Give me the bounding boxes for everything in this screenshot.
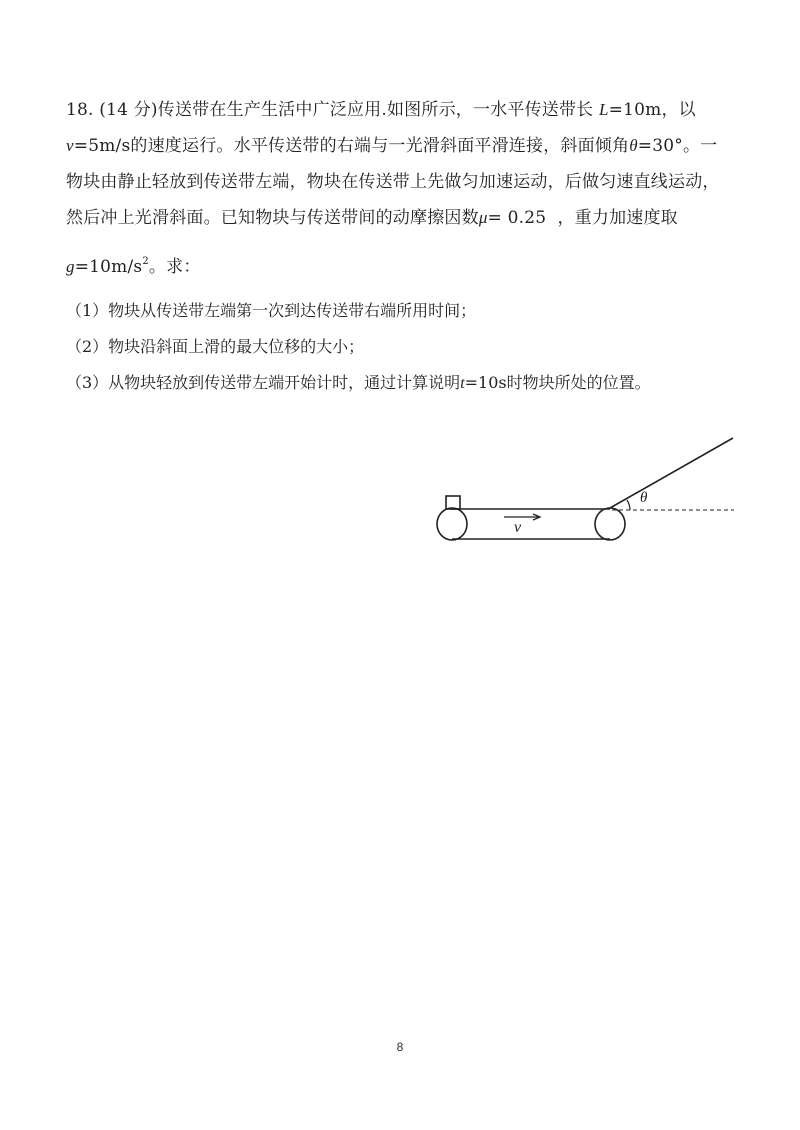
value-mu: = 0.25 — [487, 208, 547, 228]
problem-text-1: 传送带在生产生活中广泛应用.如图所示，一水平传送带长 — [157, 100, 594, 120]
symbol-theta: θ — [629, 136, 638, 155]
question-3-text: （3）从物块轻放到传送带左端开始计时，通过计算说明 — [66, 373, 461, 392]
symbol-t: t — [460, 375, 465, 392]
symbol-mu: μ — [478, 208, 488, 227]
problem-text-2-end: 。一 — [682, 136, 718, 156]
value-t: =10s — [464, 373, 507, 392]
question-2: （2）物块沿斜面上滑的最大位移的大小； — [66, 337, 365, 356]
symbol-L: L — [598, 100, 609, 119]
problem-text-2: 的速度运行。水平传送带的右端与一光滑斜面平滑连接，斜面倾角 — [130, 136, 630, 156]
value-theta: =30° — [637, 136, 683, 156]
problem-number: 18. — [66, 100, 94, 120]
problem-text-5-end: 。求： — [148, 257, 201, 277]
symbol-v: v — [66, 136, 74, 155]
problem-line-5 — [66, 244, 734, 285]
problem-line-4 — [66, 200, 734, 236]
velocity-label: v — [514, 519, 522, 536]
symbol-g: g — [66, 257, 75, 276]
problem-text-4-end: ，重力加速度取 — [557, 208, 678, 228]
value-v: =5m/s — [73, 136, 131, 156]
block — [446, 496, 460, 509]
exponent-g: 2 — [142, 256, 149, 267]
angle-label: θ — [640, 490, 648, 506]
value-L: =10m — [608, 100, 662, 120]
conveyor-figure — [430, 432, 740, 547]
incline — [610, 438, 733, 508]
problem-text-1-end: ，以 — [661, 100, 696, 120]
question-3 — [66, 370, 734, 393]
problem-text-4: 然后冲上光滑斜面。已知物块与传送带间的动摩擦因数 — [66, 208, 479, 228]
question-1: （1）物块从传送带左端第一次到达传送带右端所用时间； — [66, 301, 477, 320]
problem-points: (14 分) — [99, 100, 158, 120]
problem-line-1 — [66, 92, 734, 128]
problem-line-3: 物块由静止轻放到传送带左端，物块在传送带上先做匀加速运动，后做匀速直线运动， — [66, 172, 720, 192]
left-pulley — [437, 508, 467, 540]
right-pulley — [595, 508, 625, 540]
angle-arc — [627, 500, 630, 510]
page-number: 8 — [396, 1040, 404, 1054]
problem-line-2 — [66, 128, 734, 164]
value-g: =10m/s — [74, 257, 143, 277]
problem-18 — [66, 92, 734, 285]
question-3-text-end: 时物块所处的位置。 — [506, 373, 651, 392]
